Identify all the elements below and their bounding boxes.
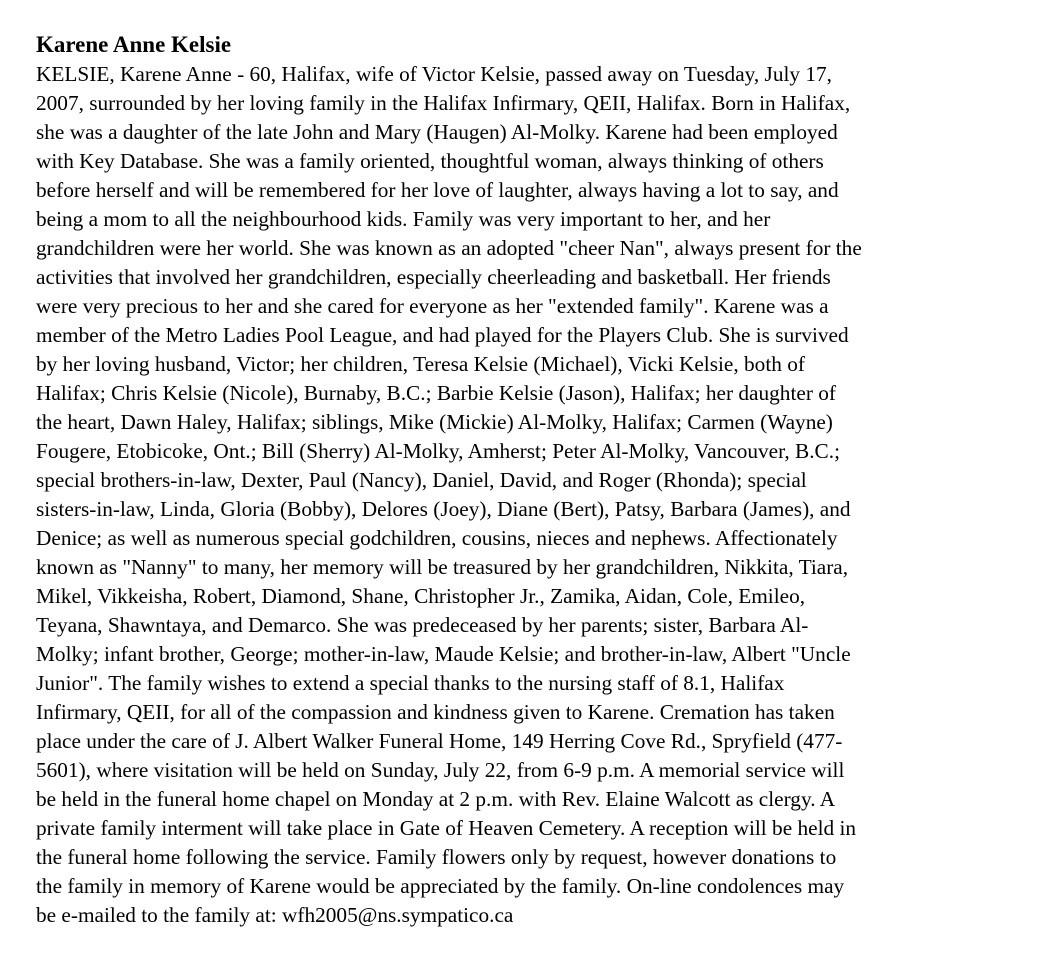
body-line: place under the care of J. Albert Walker Funeral Home, 149 Herring Cove Rd., Spryfield (477- (36, 729, 843, 753)
body-line: be e-mailed to the family at: wfh2005@ns.sympatico.ca (36, 903, 514, 927)
body-line: she was a daughter of the late John and Mary (Haugen) Al-Molky. Karene had been employed (36, 120, 838, 144)
body-line: activities that involved her grandchildren, especially cheerleading and basketball. Her friends (36, 265, 831, 289)
body-line: private family interment will take place in Gate of Heaven Cemetery. A reception will be held in (36, 816, 857, 840)
body-line: by her loving husband, Victor; her children, Teresa Kelsie (Michael), Vicki Kelsie, both of (36, 352, 805, 376)
body-line: Teyana, Shawntaya, and Demarco. She was predeceased by her parents; sister, Barbara Al- (36, 613, 809, 637)
obituary-body (36, 60, 1011, 930)
body-line: Junior". The family wishes to extend a special thanks to the nursing staff of 8.1, Halifax (36, 671, 785, 695)
body-line: Fougere, Etobicoke, Ont.; Bill (Sherry) Al-Molky, Amherst; Peter Al-Molky, Vancouver, B.C.; (36, 439, 840, 463)
body-line: the heart, Dawn Haley, Halifax; siblings, Mike (Mickie) Al-Molky, Halifax; Carmen (Wayne) (36, 410, 833, 434)
body-line: 2007, surrounded by her loving family in the Halifax Infirmary, QEII, Halifax. Born in Halifax, (36, 91, 851, 115)
body-line: special brothers-in-law, Dexter, Paul (Nancy), Daniel, David, and Roger (Rhonda); special (36, 468, 807, 492)
body-line: Denice; as well as numerous special godchildren, cousins, nieces and nephews. Affectionately (36, 526, 838, 550)
body-line: Molky; infant brother, George; mother-in-law, Maude Kelsie; and brother-in-law, Albert "Uncle (36, 642, 851, 666)
body-line: member of the Metro Ladies Pool League, and had played for the Players Club. She is survived (36, 323, 849, 347)
body-line: be held in the funeral home chapel on Monday at 2 p.m. with Rev. Elaine Walcott as clergy. A (36, 787, 836, 811)
body-line: Mikel, Vikkeisha, Robert, Diamond, Shane, Christopher Jr., Zamika, Aidan, Cole, Emileo, (36, 584, 806, 608)
body-line: grandchildren were her world. She was known as an adopted "cheer Nan", always present for the (36, 236, 862, 260)
obituary-title: Karene Anne Kelsie (36, 32, 232, 57)
body-line: with Key Database. She was a family oriented, thoughtful woman, always thinking of others (36, 149, 824, 173)
body-line: sisters-in-law, Linda, Gloria (Bobby), Delores (Joey), Diane (Bert), Patsy, Barbara (James), and (36, 497, 851, 521)
body-line: being a mom to all the neighbourhood kids. Family was very important to her, and her (36, 207, 771, 231)
body-line: Halifax; Chris Kelsie (Nicole), Burnaby, B.C.; Barbie Kelsie (Jason), Halifax; her daughter of (36, 381, 836, 405)
body-line: the family in memory of Karene would be appreciated by the family. On-line condolences may (36, 874, 845, 898)
body-line: were very precious to her and she cared for everyone as her "extended family". Karene was a (36, 294, 829, 318)
body-line: known as "Nanny" to many, her memory will be treasured by her grandchildren, Nikkita, Tiara, (36, 555, 849, 579)
body-line: the funeral home following the service. Family flowers only by request, however donations to (36, 845, 837, 869)
obituary-document (36, 30, 1011, 930)
body-line: KELSIE, Karene Anne - 60, Halifax, wife of Victor Kelsie, passed away on Tuesday, July 17, (36, 62, 833, 86)
body-line: before herself and will be remembered for her love of laughter, always having a lot to say, and (36, 178, 839, 202)
body-line: 5601), where visitation will be held on Sunday, July 22, from 6-9 p.m. A memorial service will (36, 758, 845, 782)
body-line: Infirmary, QEII, for all of the compassion and kindness given to Karene. Cremation has taken (36, 700, 835, 724)
